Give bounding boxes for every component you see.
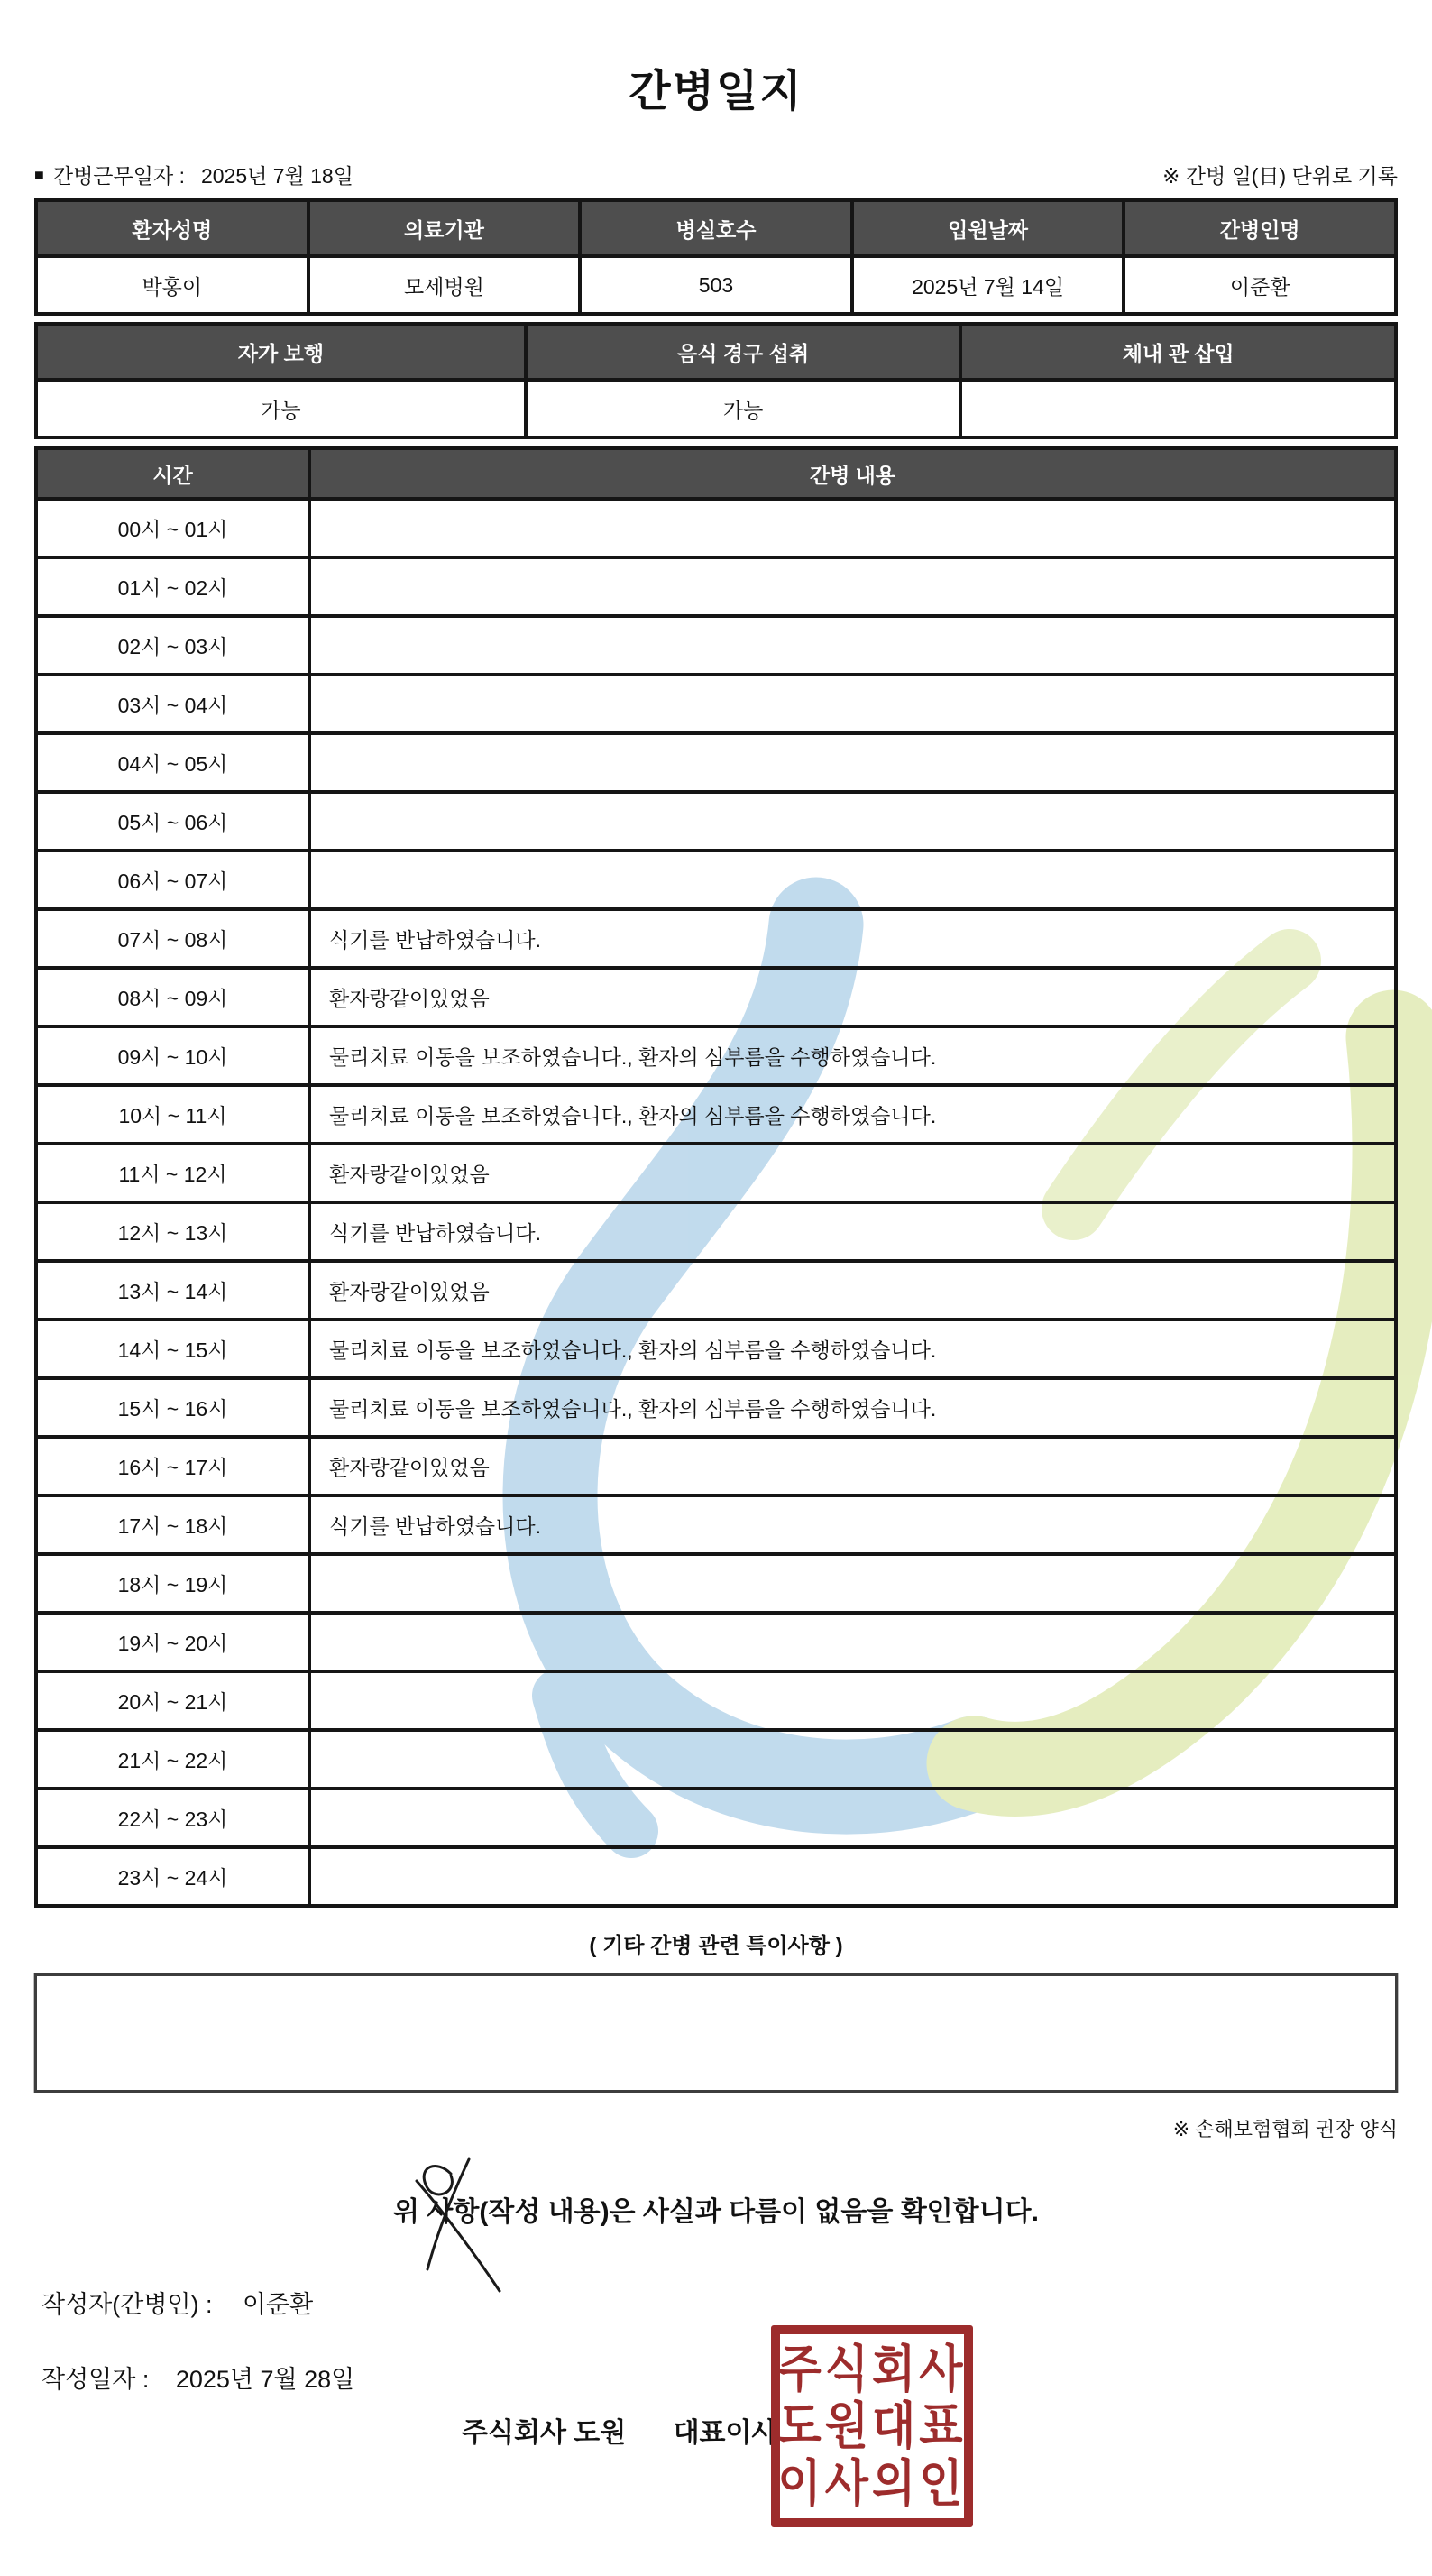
patient-header-row: [36, 200, 1396, 256]
corporate-seal-stamp: [771, 2325, 973, 2527]
care-content-cell: [309, 1671, 1396, 1730]
care-content-cell: 환자랑같이있었음: [309, 968, 1396, 1026]
meta-row: [34, 160, 1398, 189]
oral-intake-header: 음식 경구 섭취: [526, 324, 961, 380]
caregiver-header: 간병인명: [1124, 200, 1396, 256]
care-table-row: [36, 1847, 1396, 1906]
patient-info-table: [34, 198, 1398, 316]
form-note: ※ 손해보험협회 권장 양식: [1172, 2118, 1398, 2140]
writer-name: 이준환: [243, 2291, 314, 2318]
care-content-cell: 식기를 반납하였습니다.: [309, 909, 1396, 968]
care-table-row: [36, 1144, 1396, 1202]
care-time-cell: 13시 ~ 14시: [36, 1261, 309, 1320]
care-content-cell: 식기를 반납하였습니다.: [309, 1495, 1396, 1554]
status-header-row: [36, 324, 1396, 380]
admission-date-value: 2025년 7월 14일: [852, 256, 1124, 314]
time-header: 시간: [36, 448, 309, 499]
hospital-header: 의료기관: [308, 200, 581, 256]
oral-intake-value: 가능: [526, 380, 961, 437]
care-content-cell: 물리치료 이동을 보조하였습니다., 환자의 심부름을 수행하였습니다.: [309, 1085, 1396, 1144]
care-time-cell: 12시 ~ 13시: [36, 1202, 309, 1261]
seal-text-line: 주식회사: [777, 2341, 967, 2397]
room-header: 병실호수: [580, 200, 852, 256]
care-content-cell: [309, 499, 1396, 557]
care-time-cell: 21시 ~ 22시: [36, 1730, 309, 1789]
care-table-row: [36, 499, 1396, 557]
care-table-row: [36, 1495, 1396, 1554]
care-table-row: [36, 616, 1396, 675]
care-table-row: [36, 733, 1396, 792]
care-table-row: [36, 557, 1396, 616]
care-time-cell: 16시 ~ 17시: [36, 1437, 309, 1495]
care-table-row: [36, 1261, 1396, 1320]
caregiver-value: 이준환: [1124, 256, 1396, 314]
care-table-row: [36, 851, 1396, 909]
care-table-row: [36, 1320, 1396, 1378]
seal-text-line: 이사의인: [777, 2455, 967, 2512]
self-walking-header: 자가 보행: [36, 324, 526, 380]
care-table-row: [36, 1730, 1396, 1789]
work-date-label: 간병근무일자 :: [52, 164, 185, 188]
tube-insertion-value: [960, 380, 1396, 437]
care-table-row: [36, 968, 1396, 1026]
unit-note: ※ 간병 일(日) 단위로 기록: [1162, 164, 1398, 188]
written-date-label: 작성일자 :: [41, 2366, 150, 2393]
care-log-table: [34, 446, 1398, 1908]
patient-status-table: [34, 322, 1398, 439]
written-date-line: [41, 2360, 1432, 2395]
care-content-cell: 환자랑같이있었음: [309, 1261, 1396, 1320]
care-content-cell: [309, 557, 1396, 616]
care-content-cell: [309, 675, 1396, 733]
care-time-cell: 20시 ~ 21시: [36, 1671, 309, 1730]
care-content-cell: 물리치료 이동을 보조하였습니다., 환자의 심부름을 수행하였습니다.: [309, 1026, 1396, 1085]
care-table-row: [36, 1378, 1396, 1437]
page-title: 간병일지: [629, 68, 803, 115]
care-table-row: [36, 1671, 1396, 1730]
care-content-cell: 물리치료 이동을 보조하였습니다., 환자의 심부름을 수행하였습니다.: [309, 1320, 1396, 1378]
care-table-row: [36, 1613, 1396, 1671]
care-time-cell: 08시 ~ 09시: [36, 968, 309, 1026]
care-time-cell: 06시 ~ 07시: [36, 851, 309, 909]
written-date-value: 2025년 7월 28일: [175, 2366, 355, 2393]
self-walking-value: 가능: [36, 380, 526, 437]
care-header-row: [36, 448, 1396, 499]
care-table-row: [36, 1554, 1396, 1613]
care-content-cell: [309, 851, 1396, 909]
care-time-cell: 01시 ~ 02시: [36, 557, 309, 616]
care-table-row: [36, 1026, 1396, 1085]
care-time-cell: 23시 ~ 24시: [36, 1847, 309, 1906]
care-time-cell: 07시 ~ 08시: [36, 909, 309, 968]
bullet-square-icon: ■: [34, 165, 44, 184]
company-name: 주식회사 도원: [462, 2418, 627, 2448]
care-time-cell: 09시 ~ 10시: [36, 1026, 309, 1085]
care-table-row: [36, 909, 1396, 968]
status-value-row: [36, 380, 1396, 437]
care-time-cell: 10시 ~ 11시: [36, 1085, 309, 1144]
signature-scribble: [399, 2154, 525, 2303]
confirmation-statement: 위 사항(작성 내용)은 사실과 다름이 없음을 확인합니다.: [393, 2197, 1039, 2227]
care-content-cell: 환자랑같이있었음: [309, 1144, 1396, 1202]
care-time-cell: 15시 ~ 16시: [36, 1378, 309, 1437]
care-content-cell: [309, 1613, 1396, 1671]
room-value: 503: [580, 256, 852, 314]
notes-heading: ( 기타 간병 관련 특이사항 ): [589, 1934, 843, 1958]
care-table-row: [36, 1085, 1396, 1144]
care-content-cell: [309, 1847, 1396, 1906]
care-content-cell: 식기를 반납하였습니다.: [309, 1202, 1396, 1261]
care-content-header: 간병 내용: [309, 448, 1396, 499]
work-date-line: [34, 160, 353, 189]
care-time-cell: 22시 ~ 23시: [36, 1789, 309, 1847]
patient-value-row: [36, 256, 1396, 314]
care-table-body: [36, 499, 1396, 1906]
care-time-cell: 19시 ~ 20시: [36, 1613, 309, 1671]
patient-name-value: 박홍이: [36, 256, 308, 314]
tube-insertion-header: 체내 관 삽입: [960, 324, 1396, 380]
care-time-cell: 11시 ~ 12시: [36, 1144, 309, 1202]
care-time-cell: 03시 ~ 04시: [36, 675, 309, 733]
care-time-cell: 02시 ~ 03시: [36, 616, 309, 675]
care-time-cell: 00시 ~ 01시: [36, 499, 309, 557]
admission-date-header: 입원날짜: [852, 200, 1124, 256]
care-content-cell: [309, 1730, 1396, 1789]
notes-box: [34, 1973, 1398, 2093]
care-content-cell: 환자랑같이있었음: [309, 1437, 1396, 1495]
care-time-cell: 18시 ~ 19시: [36, 1554, 309, 1613]
care-content-cell: [309, 1789, 1396, 1847]
care-table-row: [36, 1789, 1396, 1847]
seal-text-line: 도원대표: [777, 2397, 967, 2455]
company-line: [462, 2410, 777, 2450]
writer-label: 작성자(간병인) :: [41, 2291, 213, 2318]
work-date-value: 2025년 7월 18일: [200, 164, 353, 188]
care-content-cell: [309, 733, 1396, 792]
care-time-cell: 05시 ~ 06시: [36, 792, 309, 851]
care-table-row: [36, 1202, 1396, 1261]
care-time-cell: 04시 ~ 05시: [36, 733, 309, 792]
care-time-cell: 14시 ~ 15시: [36, 1320, 309, 1378]
company-title: 대표이사: [673, 2418, 778, 2448]
care-content-cell: 물리치료 이동을 보조하였습니다., 환자의 심부름을 수행하였습니다.: [309, 1378, 1396, 1437]
care-content-cell: [309, 1554, 1396, 1613]
care-table-row: [36, 792, 1396, 851]
patient-name-header: 환자성명: [36, 200, 308, 256]
care-time-cell: 17시 ~ 18시: [36, 1495, 309, 1554]
care-content-cell: [309, 616, 1396, 675]
writer-line: [41, 2285, 1432, 2320]
hospital-value: 모세병원: [308, 256, 581, 314]
care-table-row: [36, 675, 1396, 733]
care-content-cell: [309, 792, 1396, 851]
care-table-row: [36, 1437, 1396, 1495]
